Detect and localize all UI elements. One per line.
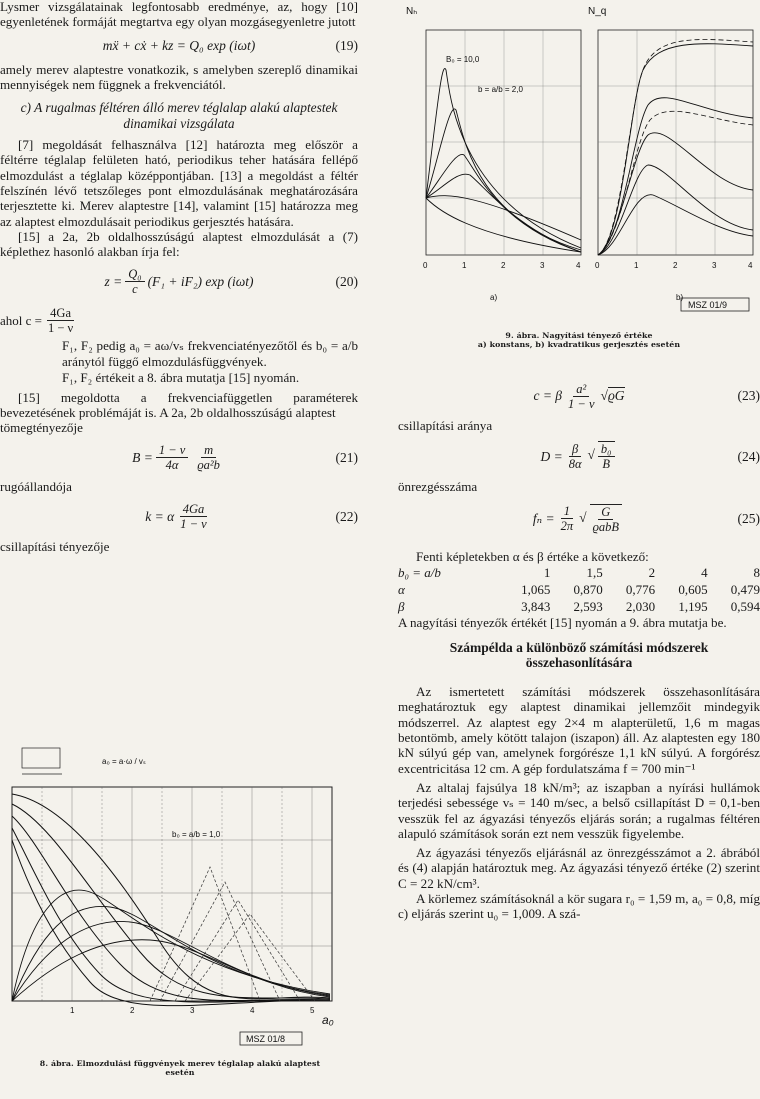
eq24-root-fraction: [598, 441, 615, 471]
equation-20-fraction: [125, 267, 144, 296]
fig8-plot-frame: [12, 787, 332, 1001]
eq23-root-body: ϱG: [607, 388, 625, 404]
paragraph-frekvencia: [15] megoldotta a frekvenciafüggetlen paraméterek bevezetésének problémáját is. A 2a, 2b oldalhosszúságú alaptest: [0, 389, 358, 420]
ahol-line: [0, 304, 358, 338]
paragraph-altalaj: Az altalaj fajsúlya 18 kN/m³; az iszapban a nyírási hullámok terjedési sebessége vₛ = 140 m/sec, a belső csillapítást D = 0,1-ben vesszük fel az ágyazási tényezős eljárás során; a rugalmas féltéren alapuló számítások során ezt nem vesszük figyelembe.: [398, 779, 760, 841]
ahol-numerator: 4Ga: [47, 306, 74, 321]
left-column: [0, 0, 358, 554]
fig8-curves-f2: [12, 890, 330, 1001]
eq21-f1-num: 1 − ν: [156, 443, 188, 458]
paragraph-ismertetett: Az ismertetett számítási módszerek összehasonlítására meghatároztuk egy alaptest dinamikai jellemzőit mindegyik módszerrel. Az alaptest egy 2×4 m alapterületű, 1,6 m magas betontömb, amely kötött talajon (iszapon) áll. Az alaptesten egy 180 kN súlyú gép van, amelynek forgórésze 1,1 kN súlyú. A forgórész excentricitása 12 cm. A gép fordulatszáma f = 700 min⁻¹: [398, 684, 760, 776]
fig9-y2-label: N_q: [588, 6, 607, 17]
figure-9: [398, 0, 760, 360]
equation-23-number: (23): [737, 388, 760, 404]
table-cell: α: [398, 581, 405, 597]
fig8-tick-1: 1: [70, 1006, 75, 1015]
equation-25-lhs: fₙ =: [532, 510, 555, 526]
equation-25-number: (25): [737, 510, 760, 526]
table-cell: 0,479: [730, 581, 760, 597]
equation-19: [0, 30, 358, 62]
eq21-fraction-1: [156, 443, 188, 472]
fig9b-tick-1: 1: [634, 261, 639, 270]
alpha-beta-table: [398, 564, 760, 615]
fig9a-tick-2: 2: [501, 261, 506, 270]
equation-24: [398, 433, 760, 479]
label-csillapitasi: csillapítási tényezője: [0, 538, 110, 554]
equation-25: [398, 495, 760, 543]
table-cell: 0,594: [730, 598, 760, 614]
equation-20-rhs: (F₁ + iF₂) exp (iωt): [147, 273, 254, 289]
table-cell: 3,843: [521, 598, 551, 614]
table-row: [398, 598, 760, 615]
equation-20-lhs: z =: [104, 273, 123, 289]
table-cell: 4: [701, 564, 708, 580]
fig8-xlabel: a₀: [322, 1013, 334, 1027]
section-heading-szampelda: Számpélda a különböző számítási módszerek összehasonlítására: [449, 640, 709, 671]
table-cell: 0,605: [678, 581, 708, 597]
fig9-panel-b: b): [676, 293, 684, 302]
equation-21-number: (21): [335, 449, 358, 465]
fig8-tick-5: 5: [310, 1006, 315, 1015]
table-row: [398, 581, 760, 598]
fig9-caption-line2: a) konstans, b) kvadratikus gerjesztés esetén: [477, 340, 681, 349]
eq20-denominator: c: [132, 282, 138, 297]
paragraph-table-intro: Fenti képletekben α és β értéke a következő:: [416, 548, 649, 564]
fig9a-tick-0: 0: [423, 261, 428, 270]
eq25-root-fraction: [590, 504, 622, 534]
figure-9-plot: [398, 0, 760, 322]
fig8-legend-a0: a₀ = a·ω / vₛ: [102, 757, 146, 766]
fig9-panel-a: a): [490, 293, 498, 302]
section-heading-c: c) A rugalmas féltéren álló merev téglalap alakú alaptestek dinamikai vizsgálata: [20, 100, 338, 131]
equation-21: [0, 435, 358, 479]
fig8-tick-2: 2: [130, 1006, 135, 1015]
table-cell: 1: [543, 564, 551, 580]
paragraph-agyazasi: Az ágyazási tényezős eljárásnál az önrezgésszámot a 2. ábrából és (4) alapján határoztuk meg. Az ágyazási tényező értéke (2) szerint C = 22 kN/cm³.: [398, 845, 760, 891]
label-csill-arany: csillapítási aránya: [398, 418, 493, 433]
fig9a-curves: [426, 69, 581, 252]
figure-8-caption: [0, 1059, 360, 1077]
equation-22: [0, 495, 358, 539]
fig9b-curves: [598, 44, 753, 255]
eq24-root-num: b₀: [598, 442, 615, 457]
fig9b-tick-2: 2: [673, 261, 678, 270]
eq23-root: √ϱG: [600, 388, 625, 404]
fig9a-tick-3: 3: [540, 261, 545, 270]
table-cell: 2,593: [573, 598, 603, 614]
equation-23-lhs: c = β: [533, 388, 563, 404]
eq25-fraction: [558, 504, 577, 533]
eq21-f1-den: 4α: [165, 457, 179, 472]
fig9b-tick-3: 3: [712, 261, 717, 270]
fig8-caption-line2: esetén: [165, 1068, 195, 1077]
eq23-fraction: [565, 382, 597, 411]
eq22-den: 1 − ν: [180, 517, 207, 532]
eq21-fraction-2: [194, 443, 223, 472]
eq22-num: 4Ga: [180, 502, 208, 517]
fig9-y1-label: Nₕ: [406, 6, 418, 17]
table-cell: 0,776: [625, 581, 656, 597]
ahol-fraction: [45, 306, 76, 335]
fig9a-tick-4: 4: [576, 261, 581, 270]
paragraph-korlemez: A körlemez számításoknál a kör sugara r₀ = 1,59 m, a₀ = 0,8, míg c) eljárás szerint u₀ = 1,009. A szá-: [398, 891, 760, 922]
eq21-f2-num: m: [201, 443, 216, 458]
equation-20: [0, 260, 358, 304]
eq23-den: 1 − ν: [568, 396, 595, 411]
equation-19-number: (19): [335, 37, 358, 53]
fig8-grid: [12, 787, 332, 1001]
fig9b-tick-4: 4: [748, 261, 753, 270]
eq24-num: β: [569, 442, 581, 457]
eq24-root: √ $\frac{\text{b₀}}{B}$: [588, 441, 618, 471]
equation-24-lhs: D =: [540, 448, 563, 464]
fig8-b0-label: b₀ = a/b = 1,0: [172, 830, 221, 839]
paragraph-15: [15] a 2a, 2b oldalhosszúságú alaptest elmozdulását a (7) képlethez hasonló alakban írja fel:: [0, 228, 358, 260]
hang-f1f2: F₁, F₂ pedig a₀ = aω/vₛ frekvenciatényezőtől és b₀ = a/b aránytól függő elmozdulásfüggvények.: [62, 337, 358, 369]
table-cell: 1,065: [521, 581, 551, 597]
eq24-den: 8α: [568, 456, 582, 471]
label-rugo: rugóállandója: [0, 479, 72, 495]
fig9-ratio-label: b = a/b = 2,0: [478, 85, 523, 94]
fig9b-tick-0: 0: [595, 261, 600, 270]
figure-8: [0, 742, 360, 1077]
right-column: [398, 374, 760, 922]
equation-19-body: mẍ + cẋ + kz = Q₀ exp (iωt): [102, 37, 256, 53]
figure-8-plot: [0, 742, 360, 1054]
equation-23: [398, 374, 760, 418]
eq24-fraction: [566, 442, 585, 471]
equation-22-number: (22): [335, 509, 358, 525]
table-cell: 0,870: [573, 581, 603, 597]
fig8-curves-f1: [12, 794, 330, 1006]
fig9-caption-line1: 9. ábra. Nagyítási tényező értéke: [505, 331, 653, 340]
eq23-num: a²: [573, 382, 589, 397]
fig9-b0-label: B₀ = 10,0: [446, 55, 480, 64]
equation-24-number: (24): [737, 448, 760, 464]
fig8-inset-box: [22, 748, 60, 768]
table-cell: 1,195: [678, 598, 708, 614]
ahol-denominator: 1 − ν: [47, 321, 74, 336]
table-cell: 8: [753, 564, 760, 580]
figure-9-caption: [398, 331, 760, 349]
eq25-root: √ $\frac{G}{\text{ϱabB}}$: [579, 504, 625, 534]
eq25-root-num: G: [598, 505, 613, 520]
equation-22-lhs: k = α: [145, 509, 175, 525]
paragraph-merev: amely merev alaptestre vonatkozik, s amelyben szereplő dinamikai mennyiségek nem függnek a frekvenciától.: [0, 61, 358, 92]
equation-20-number: (20): [335, 273, 358, 289]
eq25-num: 1: [561, 504, 573, 519]
hang-8-abra: F₁, F₂ értékeit a 8. ábra mutatja [15] nyomán.: [62, 369, 300, 385]
fig8-stamp: MSZ 01/8: [246, 1034, 286, 1044]
table-cell: 2: [648, 564, 656, 580]
fig8-tick-3: 3: [190, 1006, 195, 1015]
table-cell: 1,5: [586, 564, 603, 580]
paragraph-7: [7] megoldását felhasználva [12] határozta meg először a féltérre téglalap felületen ható, periodikus teher hatására fellépő elmozdulást a téglalap középpontjában. [13] a megoldást a féltér felszínén lévő tetszőleges pont elmozdulásának meghatározására terjesztette ki. Merev alaptestre [14], valamint [15] határozza meg az alaptest elmozdulásait periodikus gerjesztés hatására.: [0, 137, 358, 229]
table-cell: 2,030: [625, 598, 656, 614]
paragraph-lysmer: Lysmer vizsgálatainak legfontosabb eredménye, az, hogy [10] egyenletének formáját megtartva egy olyan mozgásegyenletre jutott: [0, 0, 358, 30]
equation-21-lhs: B =: [132, 449, 153, 465]
eq25-den: 2π: [560, 519, 574, 534]
eq24-root-den: B: [602, 457, 611, 472]
eq25-root-den: ϱabB: [592, 519, 620, 534]
table-cell: b₀ = a/b: [398, 564, 441, 580]
ahol-text: ahol c =: [0, 312, 42, 328]
eq21-f2-den: ϱa²b: [197, 457, 220, 472]
eq22-fraction: [177, 502, 209, 531]
paragraph-nagyitasi: A nagyítási tényezők értékét [15] nyomán a 9. ábra mutatja be.: [398, 614, 727, 630]
label-onrez: önrezgésszáma: [398, 479, 478, 495]
label-tomeg: tömegtényezője: [0, 420, 83, 436]
eq20-numerator: Q₀: [125, 267, 144, 282]
hanging-block: [0, 338, 358, 386]
fig8-tick-4: 4: [250, 1006, 255, 1015]
table-row: [398, 564, 760, 581]
fig9-stamp: MSZ 01/9: [688, 300, 728, 310]
table-cell: β: [398, 598, 405, 614]
fig9a-tick-1: 1: [462, 261, 467, 270]
fig8-caption-line1: 8. ábra. Elmozdulási függvények merev téglalap alakú alaptest: [39, 1059, 321, 1068]
